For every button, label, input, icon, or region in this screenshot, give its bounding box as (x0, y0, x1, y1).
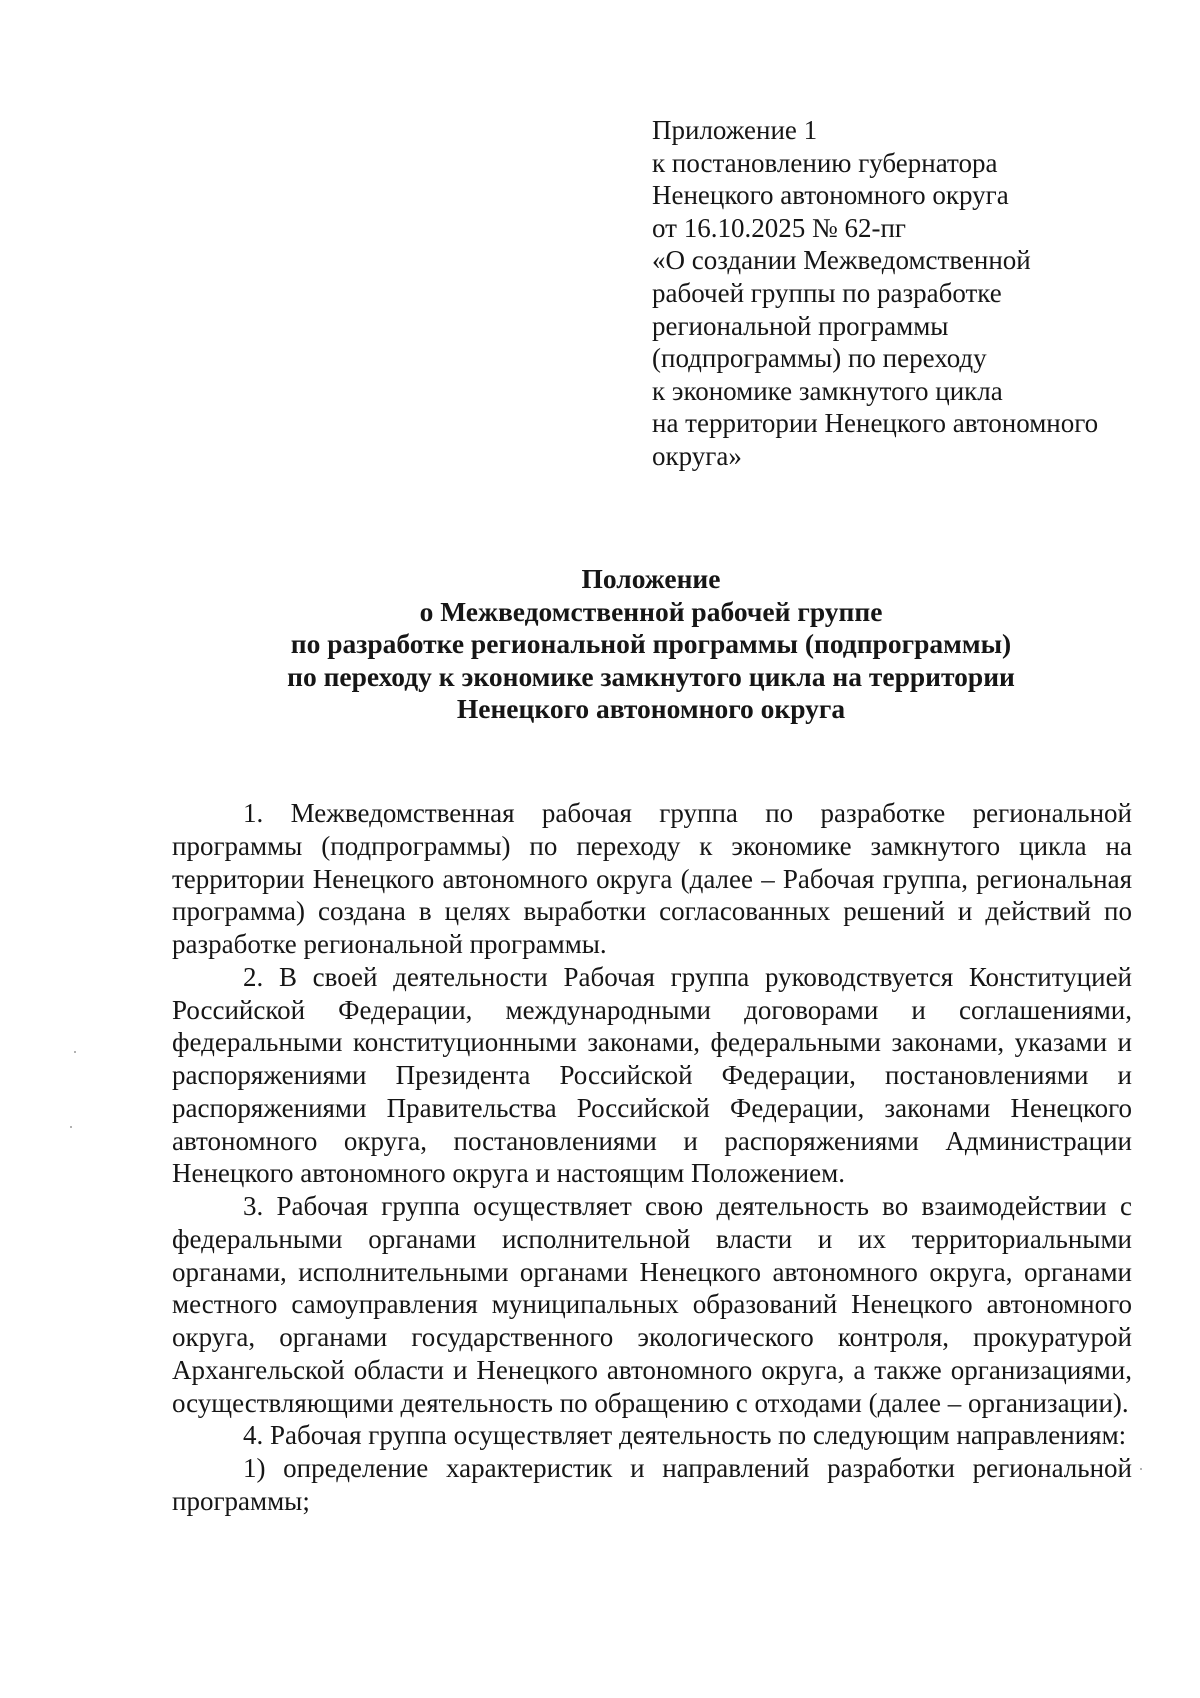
appendix-line: на территории Ненецкого автономного (652, 408, 1099, 439)
appendix-line: Ненецкого автономного округа (652, 180, 1009, 211)
title-line: по разработке региональной программы (подпрограммы) (290, 628, 1012, 660)
appendix-line: Приложение 1 (652, 115, 818, 145)
appendix-line: к экономике замкнутого цикла (652, 375, 1003, 406)
paragraph-2: 2. В своей деятельности Рабочая группа руководствуется Конституцией Российской Федерации, международными договорами и соглашениями, федеральными конституционными законами, федеральными законами, указами и распоряжениями Президента Российской Федерации, постановлениями и распоряжениями Правительства Российской Федерации, законами Ненецкого автономного округа, постановлениями и распоряжениями Администрации Ненецкого автономного округа и настоящим Положением. (172, 961, 1132, 1189)
appendix-line: региональной программы (652, 310, 949, 341)
scan-speck (70, 1126, 72, 1128)
appendix-reference-block (652, 114, 1172, 473)
title-line: по переходу к экономике замкнутого цикла на территории (287, 660, 1015, 692)
appendix-line: рабочей группы по разработке (652, 277, 1002, 308)
document-body (172, 797, 1132, 1518)
document-title (170, 563, 1132, 726)
paragraph-1: 1. Межведомственная рабочая группа по разработке региональной программы (подпрограммы) по переходу к экономике замкнутого цикла на территории Ненецкого автономного округа (далее – Рабочая группа, региональная программа) создана в целях выработки согласованных решений и действий по разработке региональной программы. (172, 798, 1132, 959)
appendix-line: к постановлению губернатора (652, 147, 998, 178)
appendix-line: (подпрограммы) по переходу (652, 343, 987, 374)
paragraph-3: 3. Рабочая группа осуществляет свою деятельность во взаимодействии с федеральными органами исполнительной власти и их территориальными органами, исполнительными органами Ненецкого автономного округа, органами местного самоуправления муниципальных образований Ненецкого автономного округа, органами государственного экологического контроля, прокуратурой Архангельской области и Ненецкого автономного округа, а также организациями, осуществляющими деятельность по обращению с отходами (далее – организации). (172, 1191, 1132, 1418)
title-line: Положение (581, 563, 721, 594)
appendix-line: от 16.10.2025 № 62-пг (652, 212, 906, 243)
scan-speck (74, 1051, 76, 1053)
paragraph-4: 4. Рабочая группа осуществляет деятельность по следующим направлениям: (243, 1420, 1127, 1451)
appendix-line: округа» (652, 440, 742, 471)
scan-speck (1140, 1468, 1142, 1470)
title-line: Ненецкого автономного округа (456, 693, 846, 725)
paragraph-4-item-1: 1) определение характеристик и направлений разработки региональной программы; (172, 1453, 1132, 1516)
appendix-line: «О создании Межведомственной (652, 245, 1031, 276)
title-line: о Межведомственной рабочей группе (419, 595, 883, 627)
